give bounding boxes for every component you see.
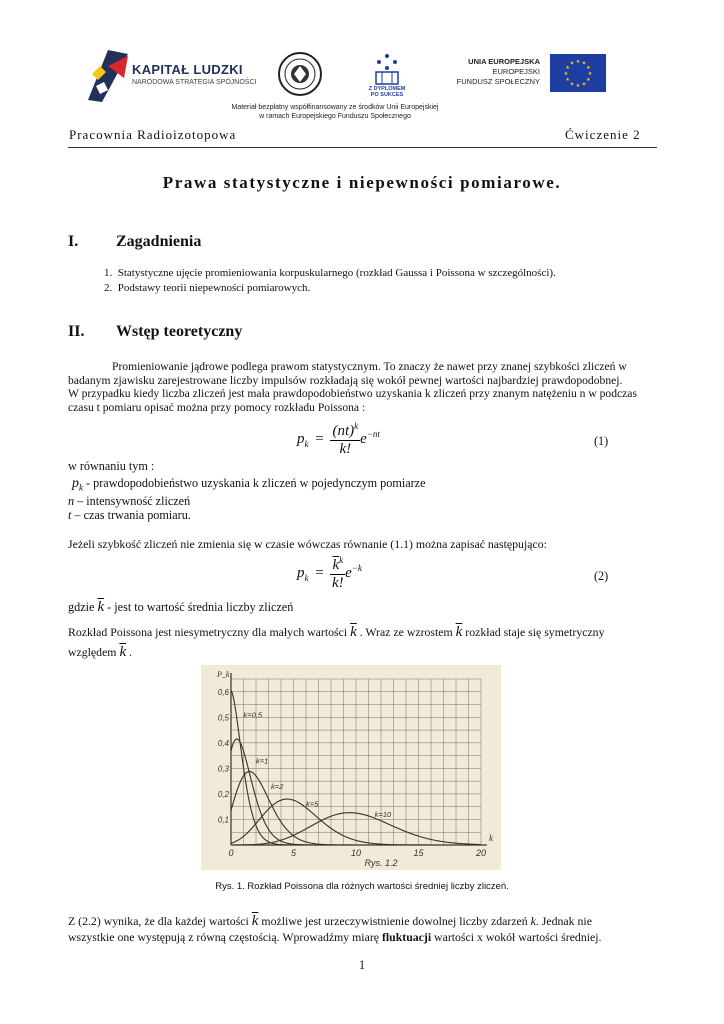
- def-n-symbol: n: [68, 494, 75, 508]
- y-axis-label: P_k: [217, 670, 230, 679]
- eu-star-icon: ★: [581, 82, 587, 88]
- paragraph-4-line-2: [68, 929, 658, 945]
- x-tick-label: 15: [413, 848, 424, 858]
- eu-line1: EUROPEJSKI: [492, 67, 540, 76]
- funding-line-2: w ramach Europejskiego Funduszu Społecznego: [259, 113, 411, 120]
- eu-line2: FUNDUSZ SPOŁECZNY: [456, 77, 540, 86]
- eu-star-icon: ★: [575, 84, 581, 89]
- eu-star-icon: ★: [586, 78, 591, 83]
- kl-title: KAPITAŁ LUDZKI: [132, 62, 243, 77]
- paragraph-1: [68, 360, 658, 414]
- p3-a: Rozkład Poissona jest niesymetryczny dla małych wartości: [68, 625, 351, 639]
- paragraph-line: czasu t pomiaru opisać można przy pomocy rozkładu Poissona :: [68, 400, 366, 414]
- topic-item: 2. Podstawy teorii niepewności pomiarowych.: [104, 282, 311, 294]
- funding-line-1: Materiał bezpłatny współfinansowany ze środków Unii Europejskiej: [231, 104, 439, 111]
- eq1-fraction: [330, 421, 360, 458]
- where-intro: w równaniu tym :: [68, 459, 155, 473]
- header-divider: [68, 147, 657, 148]
- document-title: Prawa statystyczne i niepewności pomiarowe.: [162, 173, 562, 192]
- section-2-title: Wstęp teoretyczny: [116, 323, 243, 340]
- def-t-text: – czas trwania pomiaru.: [71, 508, 191, 522]
- curve-label: k=2: [271, 781, 284, 791]
- p4-line2b: wartości x wokół wartości średniej.: [431, 930, 602, 944]
- eq1-den: k!: [339, 441, 352, 457]
- p4-kk: k: [530, 914, 536, 928]
- x-tick-label: 5: [290, 848, 297, 858]
- equation-2-label: (2): [594, 569, 609, 583]
- definition-n: [68, 494, 190, 509]
- paragraph-2: Jeżeli szybkość zliczeń nie zmienia się w czasie wówczas równanie (1.1) można zapisać następująco:: [68, 537, 547, 551]
- def-pk-text: - prawdopodobieństwo uzyskania k zliczeń w pojedynczym pomiarze: [83, 476, 426, 490]
- eu-star-icon: ★: [563, 72, 569, 77]
- lab-title: Pracownia Radioizotopowa: [69, 127, 237, 142]
- y-tick-label: 0,5: [217, 713, 229, 723]
- p3-d: względem: [68, 645, 120, 659]
- p3-e: .: [126, 645, 133, 659]
- eu-star-icon: ★: [565, 66, 570, 71]
- x-tick-label: 10: [350, 848, 362, 858]
- eq2-num-sup: k: [339, 555, 344, 565]
- eu-star-icon: ★: [581, 61, 587, 67]
- diplom-text: Z DYPLOMEM PO SUKCES: [368, 86, 406, 98]
- curve-label: k=1: [256, 756, 269, 766]
- y-tick-label: 0,6: [217, 687, 229, 697]
- logo-kapital-ludzki: [84, 44, 264, 106]
- gdzie-line: [68, 600, 293, 615]
- p3-k1: $\overline{k}$: [350, 624, 357, 640]
- eq2-fraction: [330, 555, 345, 592]
- curve-label: k=0,5: [243, 710, 263, 720]
- eq2-e-sup: −k: [351, 562, 362, 573]
- section-2-number: II.: [68, 323, 85, 340]
- eu-star-icon: ★: [565, 78, 570, 83]
- funding-note: [200, 103, 470, 121]
- p4-k: $\overline{k}$: [251, 913, 259, 929]
- gdzie-a: gdzie: [68, 600, 98, 614]
- diplom-logo: [362, 50, 412, 100]
- eu-title: UNIA EUROPEJSKA: [468, 57, 540, 66]
- equation-1-label: (1): [594, 434, 609, 448]
- eq2-equals: =: [315, 564, 324, 581]
- eu-star-icon: ★: [587, 72, 593, 77]
- figure-caption: Rys. 1. Rozkład Poissona dla różnych wartości średniej liczby zliczeń.: [215, 881, 509, 892]
- p3-k3: $\overline{k}$: [119, 644, 127, 660]
- p4-a: Z (2.2) wynika, że dla każdej wartości: [68, 914, 252, 928]
- eu-text: [440, 57, 540, 87]
- eq1-equals: =: [315, 430, 324, 447]
- def-pk-sub: k: [79, 482, 83, 493]
- paragraph-3: [68, 622, 658, 662]
- definition-t: [68, 508, 191, 523]
- exercise-number: Ćwiczenie 2: [565, 127, 641, 142]
- seal-icon: [278, 52, 322, 96]
- y-tick-label: 0,1: [217, 815, 229, 825]
- p3-b: . Wraz ze wzrostem: [356, 625, 456, 639]
- eu-star-icon: ★: [586, 66, 591, 71]
- eq1-num-sup: k: [354, 421, 359, 431]
- x-tick-label: 0: [228, 848, 234, 858]
- curve-label: k=10: [374, 809, 392, 819]
- gdzie-k: $\overline{k}$: [97, 599, 105, 615]
- eu-star-icon: ★: [569, 61, 575, 67]
- equation-2: [297, 555, 362, 592]
- paragraph-line: badanym zjawisku zarejestrowane liczby impulsów rozkładają się wokół pewnej wartości najbardziej prawdopodobnej.: [68, 373, 623, 387]
- section-1-title: Zagadnienia: [116, 233, 202, 250]
- stars-building-icon: [362, 50, 412, 88]
- eq1-e: e: [360, 430, 367, 447]
- def-pk-symbol: p: [72, 476, 79, 491]
- eu-flag-icon: [550, 54, 606, 92]
- poisson-figure: [201, 665, 501, 870]
- p4-bold: fluktuacji: [381, 930, 432, 944]
- x-tick-label: 20: [475, 848, 487, 858]
- paragraph-line: W przypadku kiedy liczba zliczeń jest mała prawdopodobieństwo uzyskania k zliczeń przy znanym natężeniu n w podczas: [68, 387, 637, 401]
- eq2-num: $\overline{k}$: [332, 557, 340, 573]
- chart-title: Rys. 1.2: [364, 858, 398, 868]
- def-t-symbol: t: [68, 508, 72, 522]
- paragraph-3-line-1: [68, 622, 658, 642]
- gdzie-b: - jest to wartość średnia liczby zliczeń: [104, 600, 294, 614]
- y-tick-label: 0,4: [217, 738, 229, 748]
- p4-c: . Jednak nie: [535, 914, 592, 928]
- eq2-sub: k: [304, 572, 309, 583]
- paragraph-4-line-1: [68, 913, 658, 929]
- y-tick-label: 0,3: [217, 764, 229, 774]
- eq1-e-sup: −nt: [366, 428, 380, 439]
- kl-subtitle: NARODOWA STRATEGIA SPÓJNOŚCI: [132, 79, 257, 86]
- section-1-number: I.: [68, 233, 79, 250]
- topic-item: 1. Statystyczne ujęcie promieniowania korpuskularnego (rozkład Gaussa i Poissona w szczególności).: [104, 267, 556, 279]
- definition-pk: [72, 476, 426, 495]
- p3-k2: $\overline{k}$: [455, 624, 463, 640]
- y-tick-label: 0,2: [217, 789, 229, 799]
- paragraph-line: Promieniowanie jądrowe podlega prawom statystycznym. To znaczy że nawet przy znanej szybkości zliczeń w: [112, 360, 627, 373]
- eq2-p: p: [297, 564, 305, 581]
- eu-flag: [550, 54, 606, 92]
- eq1-num: (nt): [332, 423, 355, 439]
- paragraph-4: [68, 913, 658, 945]
- equation-1: [297, 421, 380, 458]
- eu-star-icon: ★: [575, 60, 581, 65]
- page-number: 1: [358, 958, 366, 972]
- p3-c: rozkład staje się symetryczny: [462, 625, 605, 639]
- p4-b: możliwe jest urzeczywistnienie dowolnej liczby zdarzeń: [258, 914, 531, 928]
- x-axis-label: k: [489, 833, 493, 843]
- eq1-sub: k: [304, 438, 309, 449]
- university-seal: [278, 52, 322, 96]
- eq2-den: k!: [331, 575, 344, 591]
- paragraph-3-line-2: [68, 642, 658, 662]
- poisson-chart: [201, 665, 501, 870]
- eu-star-icon: ★: [569, 82, 575, 88]
- curve-label: k=5: [306, 799, 319, 809]
- def-n-text: – intensywność zliczeń: [74, 494, 191, 508]
- p4-line2a: wszystkie one występują z równą częstością. Wprowadźmy miarę: [68, 930, 382, 944]
- eq2-e: e: [345, 564, 352, 581]
- kapital-ludzki-emblem: [84, 44, 134, 106]
- eq1-p: p: [297, 430, 305, 447]
